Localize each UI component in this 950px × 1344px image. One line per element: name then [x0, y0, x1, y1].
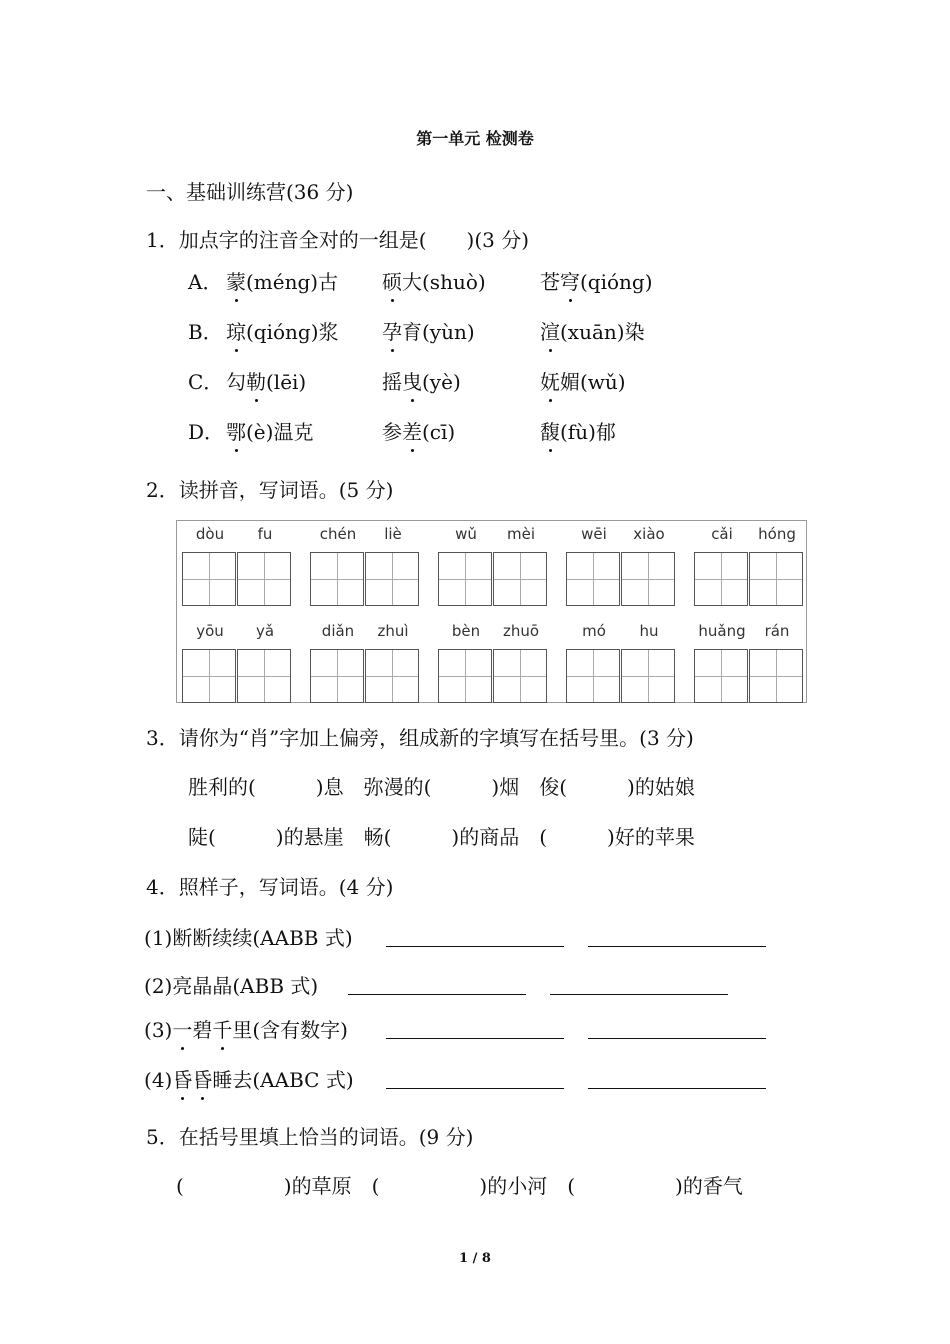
pinyin-label: bèn — [451, 622, 481, 640]
pinyin-label: liè — [384, 525, 402, 543]
pinyin-label: diǎn — [321, 622, 355, 640]
pinyin-label: hu — [639, 622, 659, 640]
example-word: (2)亮晶晶(ABB 式) — [144, 974, 319, 998]
pinyin-label: chén — [319, 525, 357, 543]
dotted-character: 硕 — [382, 266, 402, 295]
tianzige-writing-box[interactable] — [438, 649, 492, 703]
pinyin-label: wēi — [581, 525, 607, 543]
option-word: 硕大(shuò) — [382, 266, 486, 295]
answer-blank-line[interactable] — [550, 976, 728, 995]
option-word: 妩媚(wǔ) — [540, 366, 626, 395]
tianzige-writing-box[interactable] — [493, 649, 547, 703]
question-4-prompt: 4．照样子，写词语。(4 分) — [146, 875, 394, 899]
dotted-character: 曳 — [402, 366, 422, 395]
dotted-character: 妩 — [540, 366, 560, 395]
answer-blank-line[interactable] — [386, 1020, 564, 1039]
tianzige-writing-box[interactable] — [749, 649, 803, 703]
option-word: 琼(qióng)浆 — [226, 316, 339, 345]
option-word: 摇曳(yè) — [382, 366, 461, 395]
pinyin-label: huǎng — [698, 622, 746, 640]
dotted-character: 渲 — [540, 316, 560, 345]
option-word: 苍穹(qióng) — [540, 266, 653, 295]
dotted-character: 琼 — [226, 316, 246, 345]
page-title: 第一单元 检测卷 — [416, 129, 534, 148]
dotted-character: 差 — [402, 416, 422, 445]
answer-blank-line[interactable] — [588, 1070, 766, 1089]
question-5-line-1: ( )的草原 ( )的小河 ( )的香气 — [176, 1174, 743, 1198]
option-word: 参差(cī) — [382, 416, 455, 445]
option-label: C． — [188, 370, 224, 394]
tianzige-writing-box[interactable] — [310, 649, 364, 703]
pinyin-label: cǎi — [711, 525, 733, 543]
pinyin-label: xiào — [633, 525, 665, 543]
tianzige-writing-box[interactable] — [493, 552, 547, 606]
option-word: 馥(fù)郁 — [540, 416, 616, 445]
question-2-prompt: 2．读拼音，写词语。(5 分) — [146, 478, 394, 502]
answer-blank-line[interactable] — [348, 976, 526, 995]
answer-blank-line[interactable] — [386, 928, 564, 947]
tianzige-writing-box[interactable] — [438, 552, 492, 606]
option-label: A． — [188, 270, 223, 294]
dotted-character: 蒙 — [226, 266, 246, 295]
option-word: 勾勒(lēi) — [226, 366, 306, 395]
page-number: 1 / 8 — [459, 1251, 491, 1266]
pinyin-label: mó — [582, 622, 606, 640]
option-word: 渲(xuān)染 — [540, 316, 645, 345]
tianzige-writing-box[interactable] — [182, 552, 236, 606]
tianzige-writing-box[interactable] — [566, 552, 620, 606]
question-1-prompt: 1．加点字的注音全对的一组是( )(3 分) — [146, 228, 530, 252]
question-3-line-1: 胜利的( )息 弥漫的( )烟 俊( )的姑娘 — [188, 775, 695, 799]
answer-blank-line[interactable] — [588, 928, 766, 947]
example-word: (4)昏昏睡去(AABC 式) — [144, 1064, 354, 1093]
tianzige-writing-box[interactable] — [749, 552, 803, 606]
dotted-character: 馥 — [540, 416, 560, 445]
section-heading: 一、基础训练营(36 分) — [146, 180, 354, 204]
pinyin-label: zhuō — [502, 622, 540, 640]
option-word: 蒙(méng)古 — [226, 266, 338, 295]
pinyin-label: rán — [764, 622, 790, 640]
tianzige-writing-box[interactable] — [566, 649, 620, 703]
answer-blank-line[interactable] — [588, 1020, 766, 1039]
pinyin-label: fu — [257, 525, 273, 543]
example-word: (3)一碧千里(含有数字) — [144, 1014, 348, 1043]
option-word: 鄂(è)温克 — [226, 416, 313, 445]
tianzige-writing-box[interactable] — [621, 552, 675, 606]
pinyin-label: wǔ — [455, 525, 477, 543]
tianzige-writing-box[interactable] — [694, 552, 748, 606]
question-3-prompt: 3．请你为“肖”字加上偏旁，组成新的字填写在括号里。(3 分) — [146, 726, 694, 750]
option-label: D． — [188, 420, 225, 444]
question-3-line-2: 陡( )的悬崖 畅( )的商品 ( )好的苹果 — [188, 825, 695, 849]
tianzige-writing-box[interactable] — [237, 649, 291, 703]
dotted-character: 鄂 — [226, 416, 246, 445]
dotted-character: 勒 — [246, 366, 266, 395]
tianzige-writing-box[interactable] — [310, 552, 364, 606]
pinyin-label: dòu — [195, 525, 225, 543]
pinyin-label: hóng — [758, 525, 796, 543]
tianzige-writing-box[interactable] — [237, 552, 291, 606]
pinyin-label: yōu — [196, 622, 224, 640]
dotted-character: 穹 — [560, 266, 580, 295]
tianzige-writing-box[interactable] — [182, 649, 236, 703]
answer-blank-line[interactable] — [386, 1070, 564, 1089]
pinyin-grid-box — [176, 520, 807, 703]
pinyin-label: mèi — [506, 525, 535, 543]
example-word: (1)断断续续(AABB 式) — [144, 926, 353, 950]
tianzige-writing-box[interactable] — [694, 649, 748, 703]
tianzige-writing-box[interactable] — [365, 649, 419, 703]
dotted-character: 孕 — [382, 316, 402, 345]
tianzige-writing-box[interactable] — [365, 552, 419, 606]
tianzige-writing-box[interactable] — [621, 649, 675, 703]
option-label: B． — [188, 320, 223, 344]
pinyin-label: zhuì — [377, 622, 409, 640]
pinyin-label: yǎ — [255, 622, 275, 640]
question-5-prompt: 5．在括号里填上恰当的词语。(9 分) — [146, 1125, 474, 1149]
option-word: 孕育(yùn) — [382, 316, 475, 345]
